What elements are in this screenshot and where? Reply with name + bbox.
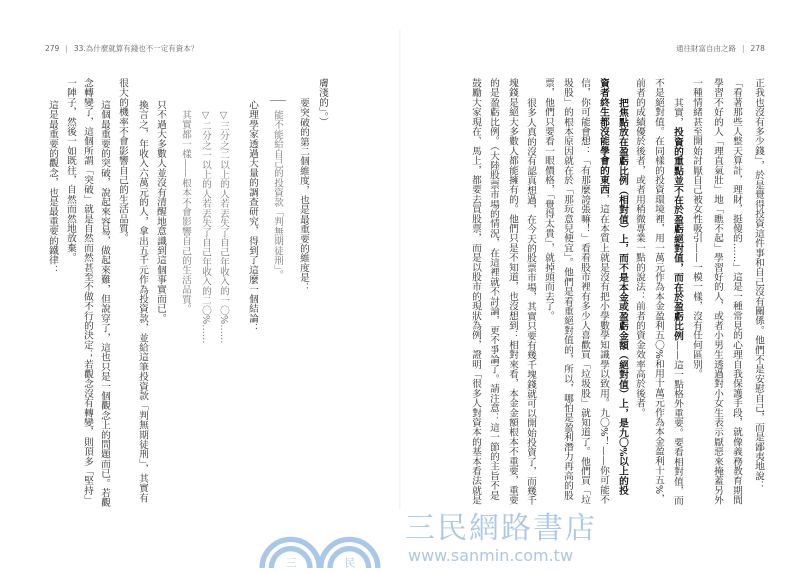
text-column: 要突破的第二個維度，也是最重要的維度是： [298,98,309,292]
watermark [240,511,597,568]
text-segment: ——這一點格外重要。要看相對值，而 [672,340,683,506]
text-column: 這個最重要的突破，說起來容易，做起來難，但說穿了，這也只是一個觀念上的問題而已。若觀 [99,100,110,508]
highlight-quote: 能不能給自己的投資款「判無期徒刑」。 [272,110,283,280]
right-page-header [676,43,765,54]
text-column: 不是絕對值。在同樣的投資環境裡，用一萬元作為本金盈利五〇%和用十萬元作為本金盈利十五%， [653,78,664,504]
right-page-number: 278 [750,44,765,53]
text-column: 只不過大多數人並沒有清醒地意識到這個事實而已。 [155,100,166,324]
watermark-logo-icon [240,514,400,568]
left-page-number: 279 [45,44,60,53]
watermark-url: www.sanmin.com.tw [408,546,574,565]
text-column: 正我也沒有多少錢」，於是覺得投資這件事和自己沒有關係。他們不是安慰自己，而是鄙夷地說： [753,78,764,491]
text-column: 塊錢是絕大多數人都能擁有的。他們只是不知道，也沒想到：相對來看，本金金額根本不重要，重要 [507,78,518,505]
text-segment: 其實， [672,98,683,128]
text-column-emphasis [668,98,686,505]
logo-char: 民 [344,556,356,568]
text-segment: ，這在本質上就是沒有把小學數學知識學以致用。九〇%！——你可能不 [598,194,609,505]
text-column: 圾股」的根本原因就在於「那玩意兒便宜」。他們是看重絕對值的，所以，哪怕是盈利潛力再高的股 [562,78,573,500]
text-column: 心理學家透過大量的調查研究，得到了這麼一個結論： [247,100,258,333]
text-column: 信，你可能會想：「有那麼誇張嘛！」看看股市裡有多少人喜歡買「垃圾股」就知道了。他們買「垃 [579,78,590,505]
bold-text-segment: 投資的重點並不在於盈虧絕對值，而在於盈虧比例 [672,127,683,341]
text-column: 「看著那些人整天算計，理財，挺傻的……」這是一種常見的心理自我保護手段，就像義務教育期間 [731,78,742,505]
book-title: 通往財富自由之路 [676,44,736,53]
text-column: 的是盈虧比例。（大陸股票市場的情況，在這裡就不討論，更不爭論了。請注意：這一節的主旨不是 [488,78,499,500]
text-column: 這是最重要的觀念，也是最重要的鐵律： [47,100,58,275]
left-page-header [45,43,198,54]
text-column: 一陣子，然後一如既往，自然而然地放棄。 [65,78,76,263]
text-column: 前者的成績優於後者，或者用稍微專業一點的說法：前者的資金效率高於後者。 [634,78,645,418]
bold-text-segment: 把焦點放在盈虧比例（相對值）上，而不是本金或盈虧金額（絕對值）上，是九〇%以上的投 [617,98,628,496]
text-column: 其實都一樣——根本不會影響自己的生活品質。 [180,110,191,314]
text-column: 鼓勵大家現在、馬上，都要去買股票，而是以股市的現狀為例，證明「很多人對資本的基本看法就是 [470,78,481,505]
text-column-emphasis [594,78,612,504]
text-column: 很多人真的沒有認真想過，在今天的股票市場，其實只要有幾千塊錢就可以開始投資了，而幾千 [525,98,536,506]
chapter-title: 33.為什麼就算有錢也不一定有資本？ [73,44,199,53]
text-column: 票，他們只要看一眼價格，「覺得太貴」，就掉頭而去了。 [543,78,554,321]
header-separator: | [742,44,745,53]
text-column-emphasis [613,98,631,495]
text-column: 學習不好的人「理直氣壯」地「瞧不起」學習好的人，或者小男生透過對小女生表示厭惡來掩蓋另外 [712,78,723,505]
bold-text-segment: 資者終生都沒能學會的東西 [598,78,609,195]
text-column: 很大的機率不會影響自己的生活品質。 [117,78,128,243]
text-column: 念轉變了，這個所謂「突破」就是自然而然甚至不做不行的決定；若觀念沒有轉變，則頂多「堅持」 [82,78,93,505]
bullet-item: ▽三分之二以上的人若丟失了自己年收入的一〇%…… [218,110,229,344]
book-gutter [399,30,401,510]
header-separator: | [65,44,68,53]
bullet-item: ▽二分之一以上的人若丟失了自己年收入的二〇%…… [200,110,211,344]
logo-char: 三 [286,556,297,568]
text-column: 換言之，年收入六萬元的人，拿出五千元作為投資款，並給這筆投資款「判無期徒刑」，其實有 [137,100,148,503]
text-column: 膚淺的」。） [317,78,328,127]
quote-rule [270,100,286,101]
text-column: 一種情緒甚至開始討厭自己被女性吸引——一模一樣，沒有任何區別。 [691,78,702,379]
watermark-name: 三民網路書店 [405,511,597,546]
